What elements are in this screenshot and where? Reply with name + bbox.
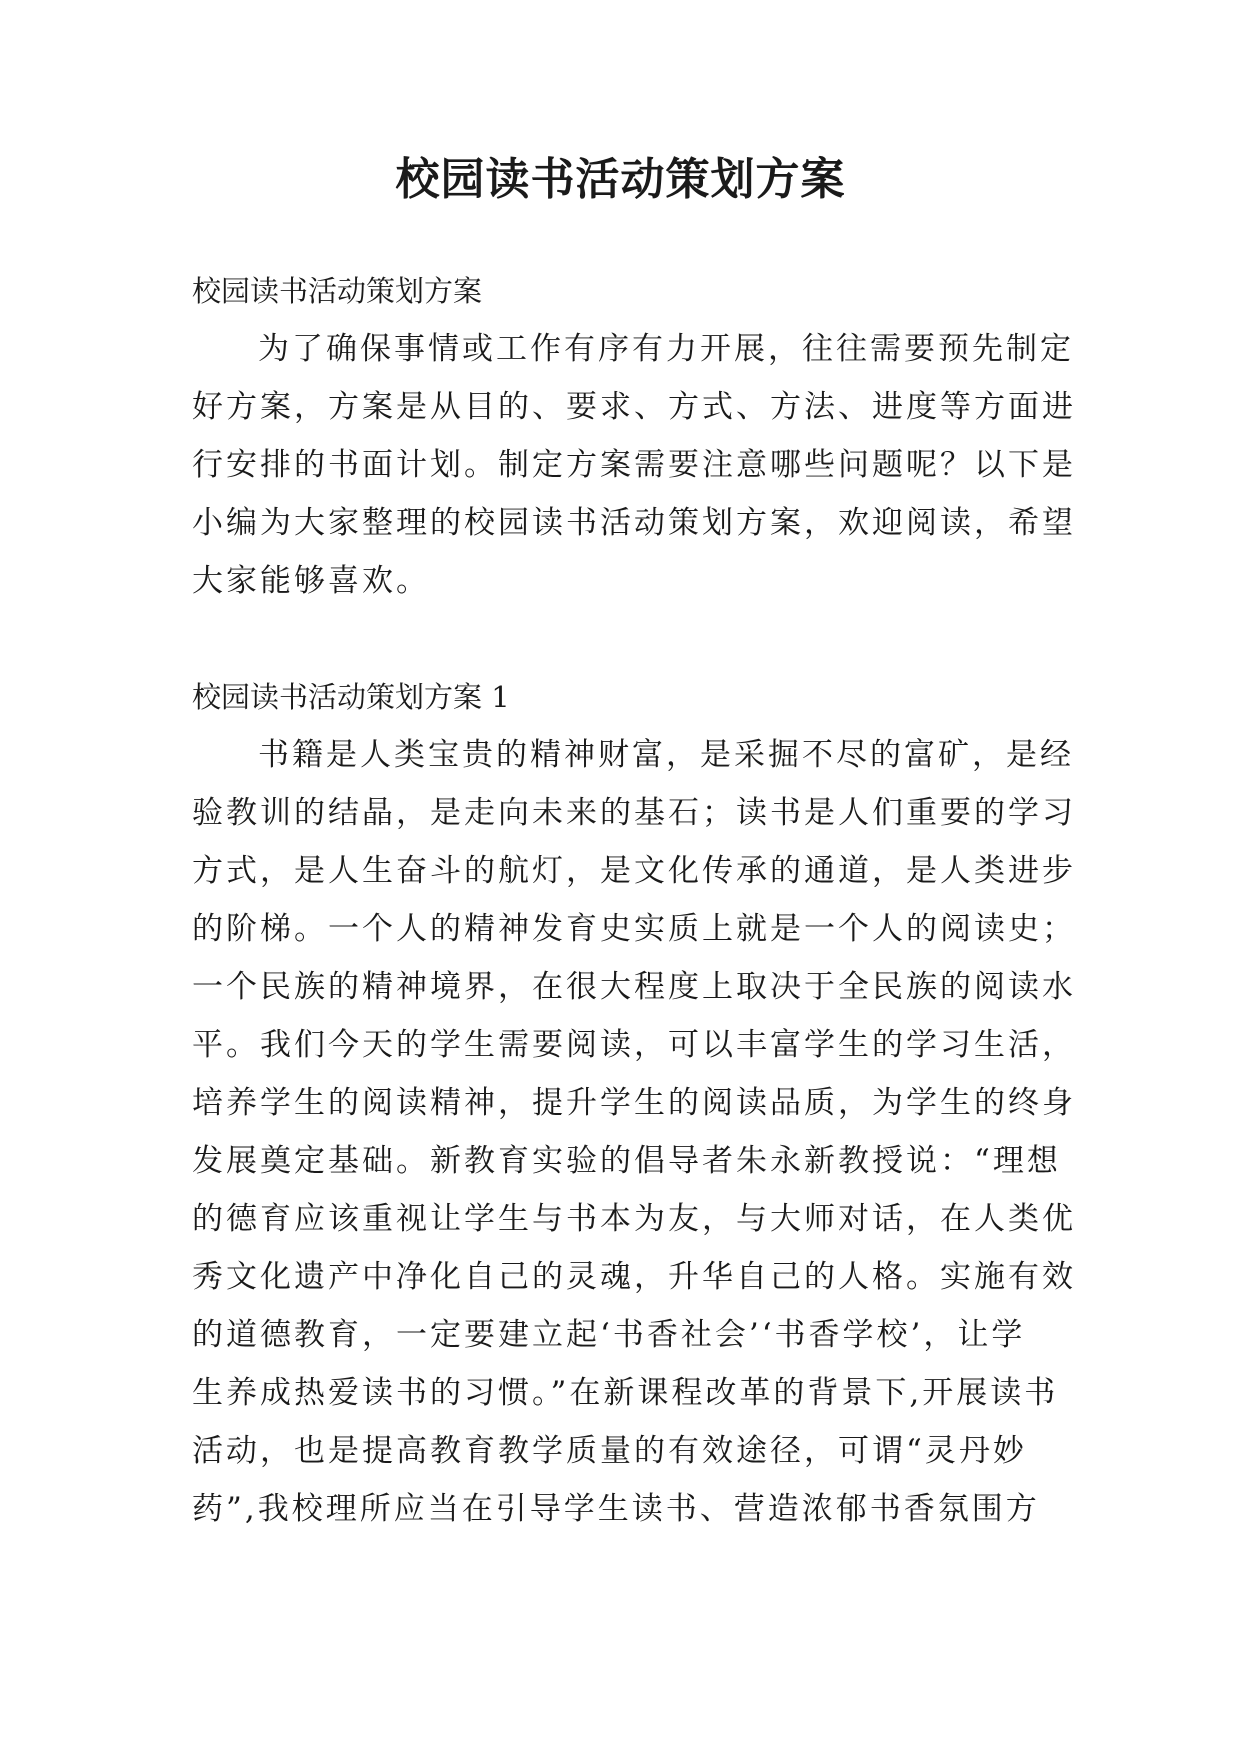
intro-heading: 校园读书活动策划方案 xyxy=(192,274,483,308)
paragraph-line: 方式，是人生奋斗的航灯，是文化传承的通道，是人类进步 xyxy=(192,853,1076,889)
paragraph-line: 秀文化遗产中净化自己的灵魂，升华自己的人格。实施有效 xyxy=(192,1259,1076,1295)
paragraph-line: 平。我们今天的学生需要阅读，可以丰富学生的学习生活， xyxy=(192,1027,1076,1063)
paragraph-line: 好方案，方案是从目的、要求、方式、方法、进度等方面进 xyxy=(192,389,1076,425)
paragraph-line: 的阶梯。一个人的精神发育史实质上就是一个人的阅读史； xyxy=(192,911,1076,947)
paragraph-line: 生养成热爱读书的习惯。”在新课程改革的背景下,开展读书 xyxy=(192,1375,1059,1411)
section-spacer xyxy=(192,610,1052,668)
paragraph-line: 的道德教育，一定要建立起‘书香社会’‘书香学校’，让学 xyxy=(192,1317,1026,1353)
section-1-heading: 校园读书活动策划方案 1 xyxy=(192,680,510,714)
paragraph-line: 为了确保事情或工作有序有力开展，往往需要预先制定 xyxy=(258,331,1074,367)
paragraph-line: 发展奠定基础。新教育实验的倡导者朱永新教授说：“理想 xyxy=(192,1143,1061,1179)
document-body xyxy=(192,262,1076,1538)
paragraph-line: 小编为大家整理的校园读书活动策划方案，欢迎阅读，希望 xyxy=(192,505,1076,541)
intro-paragraph xyxy=(192,320,1076,610)
document-title: 校园读书活动策划方案 xyxy=(395,154,846,205)
paragraph-line: 大家能够喜欢。 xyxy=(192,563,430,599)
section-1-paragraph xyxy=(192,726,1076,1538)
paragraph-line: 书籍是人类宝贵的精神财富，是采掘不尽的富矿，是经 xyxy=(258,737,1074,773)
paragraph-line: 验教训的结晶，是走向未来的基石；读书是人们重要的学习 xyxy=(192,795,1076,831)
paragraph-line: 的德育应该重视让学生与书本为友，与大师对话，在人类优 xyxy=(192,1201,1076,1237)
paragraph-line: 一个民族的精神境界，在很大程度上取决于全民族的阅读水 xyxy=(192,969,1076,1005)
paragraph-line: 活动，也是提高教育教学质量的有效途径，可谓“灵丹妙 xyxy=(192,1433,1027,1469)
paragraph-line: 培养学生的阅读精神，提升学生的阅读品质，为学生的终身 xyxy=(192,1085,1076,1121)
paragraph-line: 药”,我校理所应当在引导学生读书、营造浓郁书香氛围方 xyxy=(192,1491,1040,1527)
paragraph-line: 行安排的书面计划。制定方案需要注意哪些问题呢？以下是 xyxy=(192,447,1076,483)
